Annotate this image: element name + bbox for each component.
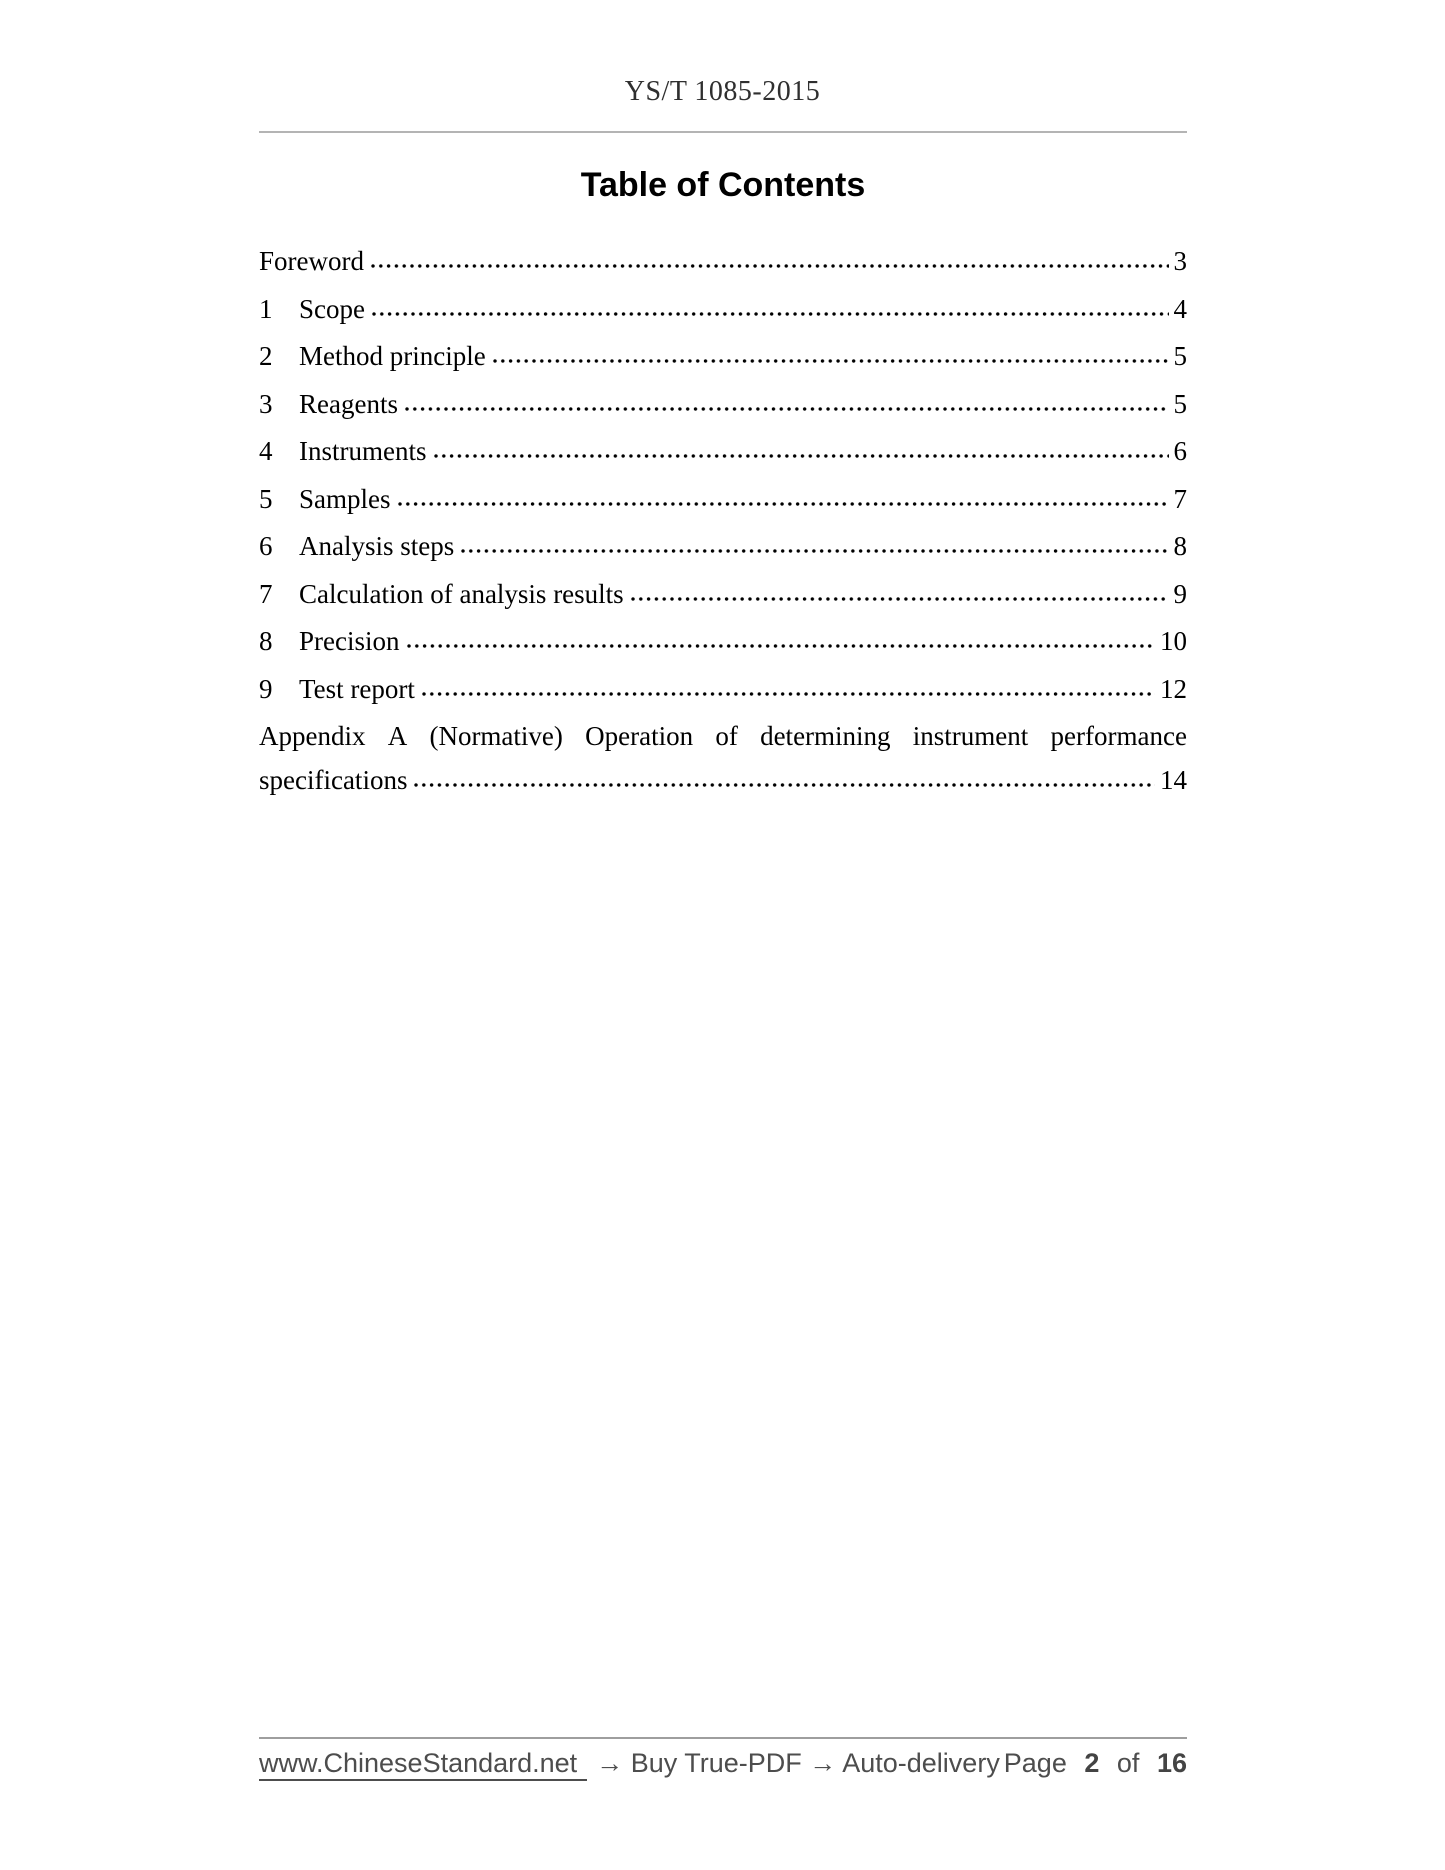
dot-leader	[460, 548, 1168, 554]
dot-leader	[421, 691, 1155, 697]
page-number: 14	[1160, 765, 1187, 795]
footer-source	[259, 1748, 1000, 1781]
page-footer	[259, 1748, 1187, 1781]
current-page-number: 2	[1084, 1748, 1100, 1778]
total-page-number: 16	[1156, 1748, 1187, 1778]
toc-entry	[259, 342, 1187, 370]
page-number: 8	[1173, 531, 1187, 561]
section-number: 2	[259, 341, 273, 371]
toc-list	[259, 247, 1187, 703]
appendix-entry	[259, 722, 1187, 794]
page-number: 4	[1173, 293, 1187, 324]
footer-divider	[259, 1737, 1187, 1739]
appendix-word: Appendix	[259, 721, 366, 751]
dot-leader	[492, 358, 1169, 364]
appendix-word: of	[715, 721, 738, 751]
dot-leader	[397, 501, 1169, 507]
toc-entry	[259, 390, 1187, 418]
toc-entry	[259, 295, 1187, 323]
dot-leader	[371, 311, 1169, 317]
page-number: 12	[1160, 673, 1187, 704]
section-title: Scope	[299, 293, 365, 324]
appendix-word: determining	[760, 721, 891, 751]
section-number: 6	[259, 531, 273, 561]
dot-leader	[370, 263, 1169, 269]
footer-pagination	[1004, 1748, 1187, 1779]
section-title: Test report	[299, 673, 415, 704]
appendix-word: A	[387, 721, 408, 751]
dot-leader	[413, 782, 1155, 788]
section-number: 3	[259, 388, 273, 419]
toc-entry	[259, 437, 1187, 465]
section-title: Reagents	[299, 388, 398, 419]
section-number: 5	[259, 483, 273, 514]
toc-entry	[259, 675, 1187, 703]
appendix-continuation-line	[259, 766, 1187, 794]
section-number: 9	[259, 673, 273, 704]
page-word: Page	[1003, 1748, 1067, 1778]
page-number: 10	[1160, 626, 1187, 656]
section-title: Precision	[299, 626, 400, 656]
toc-entry	[259, 485, 1187, 513]
section-title: Instruments	[299, 436, 427, 466]
appendix-word: instrument	[912, 721, 1029, 751]
section-title: Foreword	[259, 246, 364, 276]
header-divider	[259, 131, 1187, 133]
dot-leader	[406, 643, 1156, 649]
page-number: 5	[1173, 388, 1187, 419]
toc-entry	[259, 627, 1187, 655]
section-title: Analysis steps	[299, 531, 455, 561]
section-number: 1	[259, 293, 273, 324]
dot-leader	[404, 406, 1169, 412]
section-title: Samples	[299, 483, 391, 514]
page-number: 5	[1173, 341, 1187, 371]
appendix-word: performance	[1050, 721, 1187, 751]
appendix-title-line	[259, 722, 1187, 750]
section-title: Calculation of analysis results	[299, 578, 624, 609]
dot-leader	[433, 453, 1169, 459]
appendix-word: (Normative)	[429, 721, 563, 751]
toc-entry	[259, 580, 1187, 608]
section-number: 8	[259, 626, 273, 656]
toc-entry	[259, 532, 1187, 560]
section-title: specifications	[259, 765, 408, 795]
page-title: Table of Contents	[580, 166, 866, 204]
section-number: 7	[259, 578, 273, 609]
page-number: 3	[1173, 246, 1187, 276]
page-number: 7	[1173, 483, 1187, 514]
footer-delivery-text: → Buy True-PDF → Auto-delivery	[596, 1748, 1000, 1778]
website-link[interactable]: www.ChineseStandard.net	[259, 1748, 587, 1781]
toc-entry	[259, 247, 1187, 275]
of-word: of	[1116, 1748, 1140, 1778]
section-title: Method principle	[299, 341, 486, 371]
table-of-contents	[259, 247, 1187, 794]
appendix-word: Operation	[585, 721, 694, 751]
dot-leader	[630, 596, 1169, 602]
page-number: 9	[1173, 578, 1187, 609]
header-doc-code: YS/T 1085-2015	[624, 76, 821, 107]
page-number: 6	[1173, 436, 1187, 466]
section-number: 4	[259, 436, 273, 466]
